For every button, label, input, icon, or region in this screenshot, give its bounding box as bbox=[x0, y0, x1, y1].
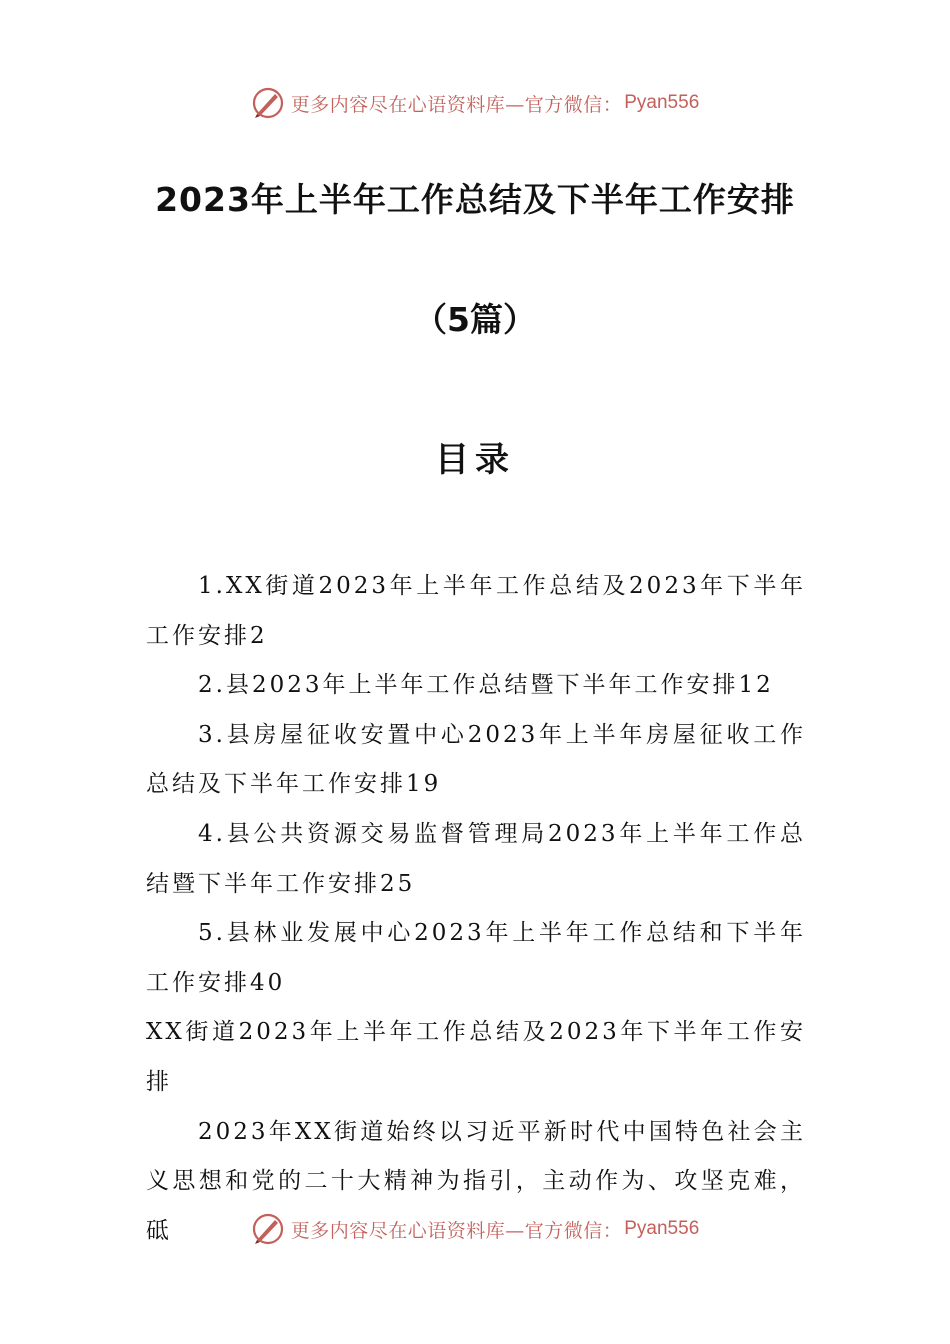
document-body bbox=[146, 562, 806, 1256]
document-title: 2023年上半年工作总结及下半年工作安排 bbox=[155, 180, 795, 219]
toc-item: 5.县林业发展中心2023年上半年工作总结和下半年工作安排40 bbox=[146, 920, 806, 996]
watermark-text: 更多内容尽在心语资料库—官方微信： bbox=[290, 93, 623, 116]
pen-circle-logo-icon bbox=[251, 86, 285, 120]
toc-heading: 目录 bbox=[435, 440, 515, 480]
toc-item: 3.县房屋征收安置中心2023年上半年房屋征收工作总结及下半年工作安排19 bbox=[146, 721, 806, 798]
watermark-header bbox=[0, 83, 950, 123]
pen-circle-logo-icon bbox=[251, 1212, 285, 1246]
document-subtitle: （5篇） bbox=[414, 300, 536, 339]
toc-item: 4.县公共资源交易监督管理局2023年上半年工作总结暨下半年工作安排25 bbox=[146, 820, 806, 897]
section-heading: XX街道2023年上半年工作总结及2023年下半年工作安排 bbox=[146, 1019, 806, 1095]
watermark-wechat-id: Pyan556 bbox=[624, 1218, 700, 1239]
toc-item: 2.县2023年上半年工作总结暨下半年工作安排12 bbox=[198, 672, 774, 699]
watermark-text: 更多内容尽在心语资料库—官方微信： bbox=[290, 1219, 623, 1242]
watermark-wechat-id: Pyan556 bbox=[624, 92, 700, 113]
toc-item: 1.XX街道2023年上半年工作总结及2023年下半年工作安排2 bbox=[146, 573, 806, 649]
body-paragraph: 2023年XX街道始终以习近平新时代中国特色社会主义思想和党的二十大精神为指引，主动作为、攻坚克难，砥 bbox=[146, 1118, 806, 1244]
watermark-footer bbox=[0, 1209, 950, 1249]
